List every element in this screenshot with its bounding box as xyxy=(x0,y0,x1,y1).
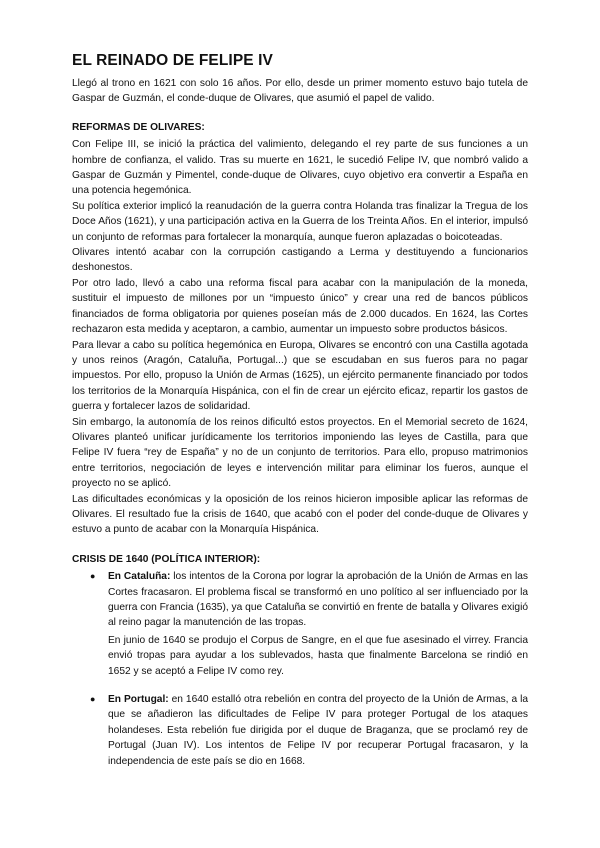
section-heading-crisis: CRISIS DE 1640 (POLÍTICA INTERIOR): xyxy=(72,553,261,565)
section-heading-reformas: REFORMAS DE OLIVARES: xyxy=(72,121,205,133)
list-item-cataluna xyxy=(72,569,528,679)
bullet-icon: ● xyxy=(90,571,96,582)
bullet-icon: ● xyxy=(90,694,96,705)
intro-paragraph: Llegó al trono en 1621 con solo 16 años. Por ello, desde un primer momento estuvo bajo tutela de Gaspar de Guzmán, el conde-duque de Olivares, que asumió el papel de valido. xyxy=(72,78,528,105)
paragraph: Las dificultades económicas y la oposición de los reinos hicieron imposible aplicar las reformas de Olivares. El resultado fue la crisis de 1640, que acabó con el poder del conde-duque de Olivares y estuvo a punto de acabar con la Monarquía Hispánica. xyxy=(72,493,528,536)
paragraph: Olivares intentó acabar con la corrupción castigando a Lerma y destituyendo a funcionarios deshonestos. xyxy=(72,247,528,274)
item-text: en 1640 estalló otra rebelión en contra del proyecto de la Unión de Armas, a la que se añadieron las dificultades de Felipe IV para proteger Portugal de los ataques holandeses. Esta rebelión fue dirigida por el duque de Braganza, que se proclamó rey de Portugal (Juan IV). Los intentos de Felipe IV por recuperar Portugal fracasaron, y la independencia de este país se dio en 1668. xyxy=(108,694,528,767)
page-title: EL REINADO DE FELIPE IV xyxy=(72,52,273,69)
item-text: En junio de 1640 se produjo el Corpus de Sangre, en el que fue asesinado el virrey. Francia envió tropas para ayudar a los sublevados, hasta que finalmente Barcelona se rindió en 1652 y se aceptó a Felipe IV como rey. xyxy=(108,634,528,677)
paragraph: Para llevar a cabo su política hegemónica en Europa, Olivares se encontró con una Castilla agotada y unos reinos (Aragón, Cataluña, Portugal...) que se escudaban en sus fueros para no pagar impuestos. Por ello, propuso la Unión de Armas (1625), un ejército permanente financiado por todos los territorios de la Monarquía Hispánica, con el fin de crear un ejército eficaz, repartir los gastos de guerra y fortalecer lazos de solidaridad. xyxy=(72,339,528,413)
paragraph: Con Felipe III, se inició la práctica del valimiento, delegando el rey parte de sus funciones a un hombre de confianza, el valido. Tras su muerte en 1621, le sucedió Felipe IV, que nombró valido a Gaspar de Guzmán y Pimentel, conde-duque de Olivares, cuyo objetivo era convertir a España en una potencia hegemónica. xyxy=(72,139,528,197)
paragraph: Su política exterior implicó la reanudación de la guerra contra Holanda tras finalizar la Tregua de los Doce Años (1621), y una participación activa en la Guerra de los Treinta Años. En el interior, impulsó un conjunto de reformas para fortalecer la monarquía, aunque fueron aplazadas o boicoteadas. xyxy=(72,200,528,243)
bullet-list xyxy=(72,569,528,769)
item-lead: En Portugal: xyxy=(108,694,169,706)
item-lead: En Cataluña: xyxy=(108,571,171,583)
paragraph: Sin embargo, la autonomía de los reinos dificultó estos proyectos. En el Memorial secreto de 1624, Olivares planteó unificar jurídicamente los territorios imponiendo las leyes de Castilla, para que Felipe IV fuera “rey de España” y no de un conjunto de territorios. Para ello, propuso matrimonios entre territorios, negociación de leyes e intervención militar para eliminar los fueros, aunque el proyecto no se aplicó. xyxy=(72,416,528,490)
paragraph: Por otro lado, llevó a cabo una reforma fiscal para acabar con la manipulación de la moneda, sustituir el impuesto de millones por un “impuesto único” y crear una red de bancos públicos financiados de forma obligatoria por quienes poseían más de 2.000 ducados. En 1624, las Cortes rechazaron esta medida y aceptaron, a cambio, aumentar un impuesto sobre productos básicos. xyxy=(72,277,528,336)
item-text: los intentos de la Corona por lograr la aprobación de la Unión de Armas en las Cortes fracasaron. El problema fiscal se transformó en uno político al ser influenciado por la guerra con Francia (1635), ya que Cataluña se convirtió en frente de batalla y Olivares exigió al reino pagar la manutención de las tropas. xyxy=(108,571,528,629)
list-item-portugal xyxy=(72,692,528,769)
